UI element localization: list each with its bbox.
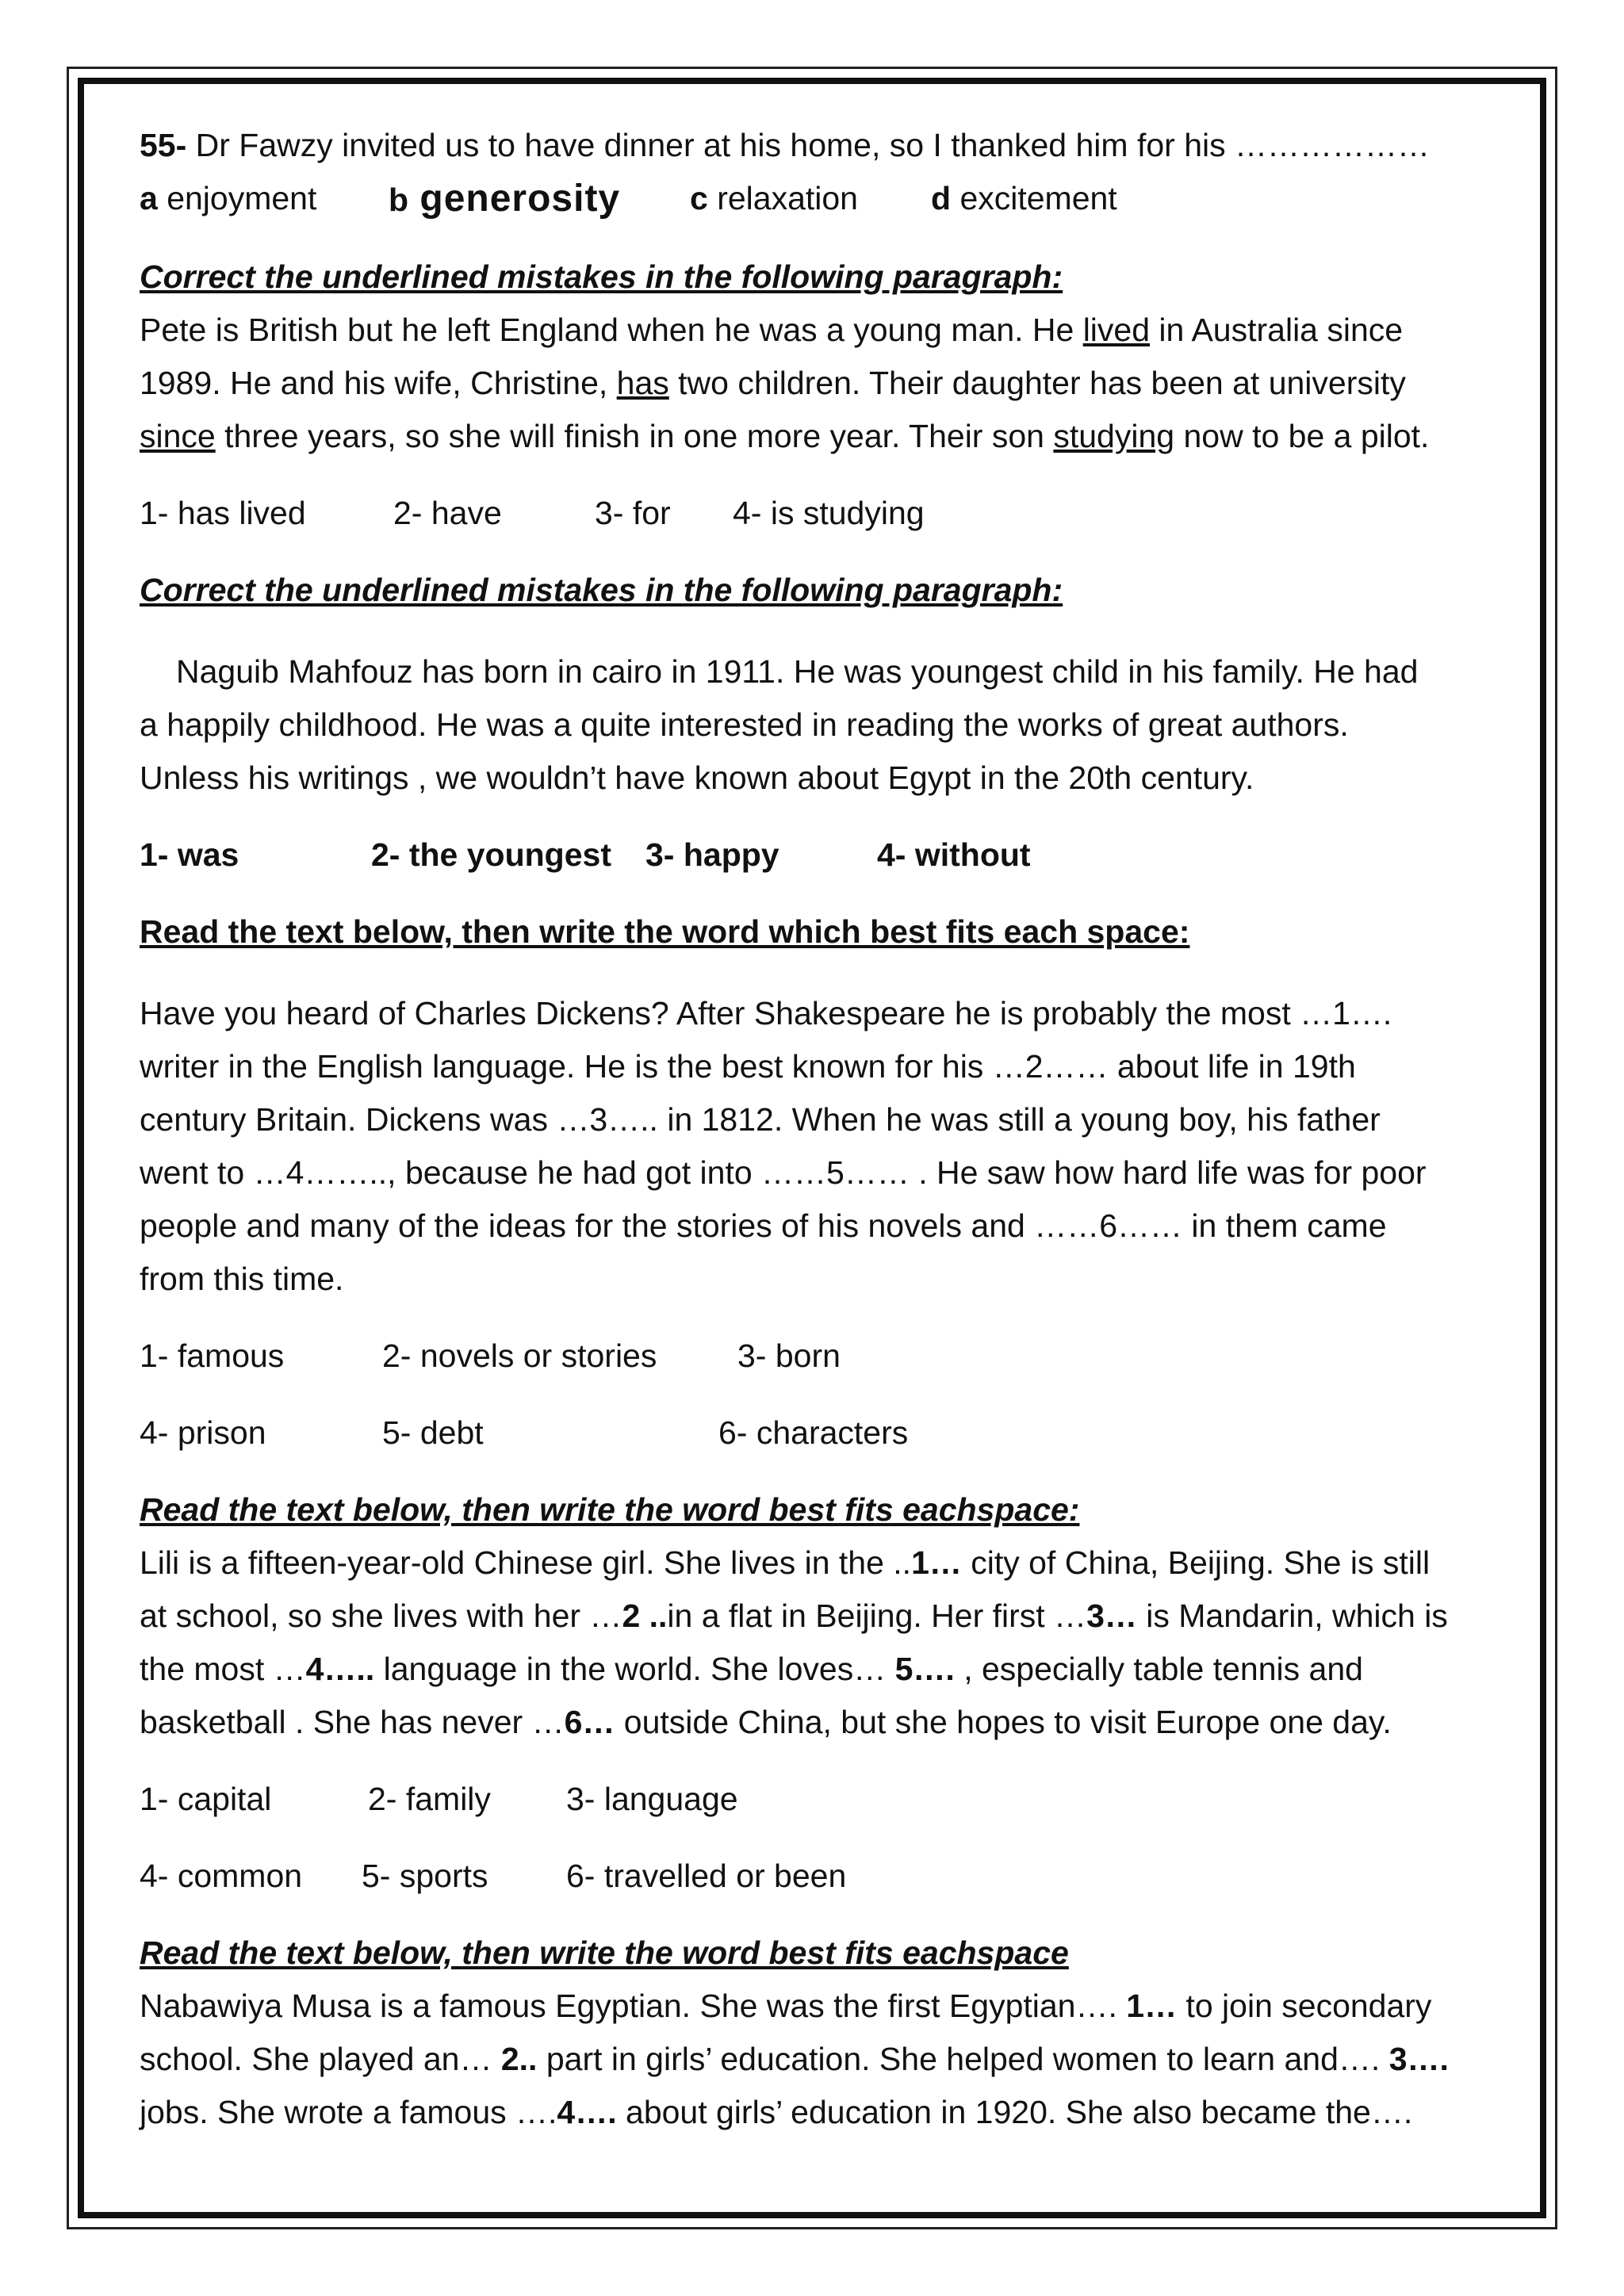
underlined-mistake: since — [140, 418, 216, 454]
answer-row: 4- prison 5- debt 6- characters — [140, 1414, 909, 1451]
answer-row: 1- famous 2- novels or stories 3- born — [140, 1337, 841, 1374]
answer-row: 1- has lived 2- have 3- for 4- is studying — [140, 495, 925, 531]
option-a: a enjoyment — [140, 180, 317, 216]
option-b: b generosity — [389, 178, 621, 220]
section-heading: Correct the underlined mistakes in the following paragraph: — [140, 572, 1063, 608]
section-heading: Correct the underlined mistakes in the following paragraph: — [140, 258, 1063, 295]
answer-row: 4- common 5- sports 6- travelled or been — [140, 1858, 847, 1894]
paragraph-pete: Pete is British but he left England when he was a young man. He lived in Australia since 1989. He and his wife, Christine, has two children. Their daughter has been at university since three years, so she will finish in one more year. Their son studying now to be a pilot. — [140, 312, 1430, 454]
paragraph-dickens: Have you heard of Charles Dickens? After Shakespeare he is probably the most …1…. writer in the English language. He is the best known for his …2…… about life in 19th century Britain. Dickens was …3….. in 1812. When he was still a young boy, his father went to …4…….., because he had got into ……5…… . He saw how hard life was for poor people and many of the ideas for the stories of his novels and ……6…… in them came from this time. — [140, 995, 1427, 1297]
paragraph-nabawiya: Nabawiya Musa is a famous Egyptian. She was the first Egyptian…. 1… to join secondary school. She played an… 2.. part in girls’ education. She helped women to learn and…. 3…. jobs. She wrote a famous ….4…. about girls’ education in 1920. She also became the…. — [140, 1988, 1449, 2130]
paragraph-lili: Lili is a fifteen-year-old Chinese girl. She lives in the ..1… city of China, Beijing. She is still at school, so she lives with her …2 ..in a flat in Beijing. Her first …3… is Mandarin, which is the most …4….. language in the world. She loves… 5…. , especially table tennis and basketball . She has never …6… outside China, but she hopes to visit Europe one day. — [140, 1544, 1448, 1740]
underlined-mistake: lived — [1082, 312, 1151, 348]
option-c: c relaxation — [690, 180, 858, 216]
answer-row: 1- was 2- the youngest 3- happy 4- without — [140, 836, 1031, 873]
underlined-mistake: has — [616, 365, 669, 401]
worksheet-content — [140, 119, 1543, 2139]
underlined-mistake: studying — [1053, 418, 1175, 454]
question-55-options — [140, 172, 1543, 227]
question-text: Dr Fawzy invited us to have dinner at his home, so I thanked him for his ……………… — [186, 127, 1430, 163]
paragraph-mahfouz: Naguib Mahfouz has born in cairo in 1911. He was youngest child in his family. He had a happily childhood. He was a quite interested in reading the works of great authors. Unless his writings , we wouldn’t have known about Egypt in the 20th century. — [140, 653, 1419, 796]
option-d: d excitement — [931, 180, 1117, 216]
section-heading: Read the text below, then write the word best fits eachspace — [140, 1934, 1069, 1971]
question-55 — [140, 119, 1543, 172]
answer-row: 1- capital 2- family 3- language — [140, 1781, 738, 1817]
section-heading: Read the text below, then write the word best fits eachspace: — [140, 1491, 1080, 1528]
section-heading: Read the text below, then write the word which best fits each space: — [140, 913, 1190, 950]
question-number: 55- — [140, 127, 187, 163]
